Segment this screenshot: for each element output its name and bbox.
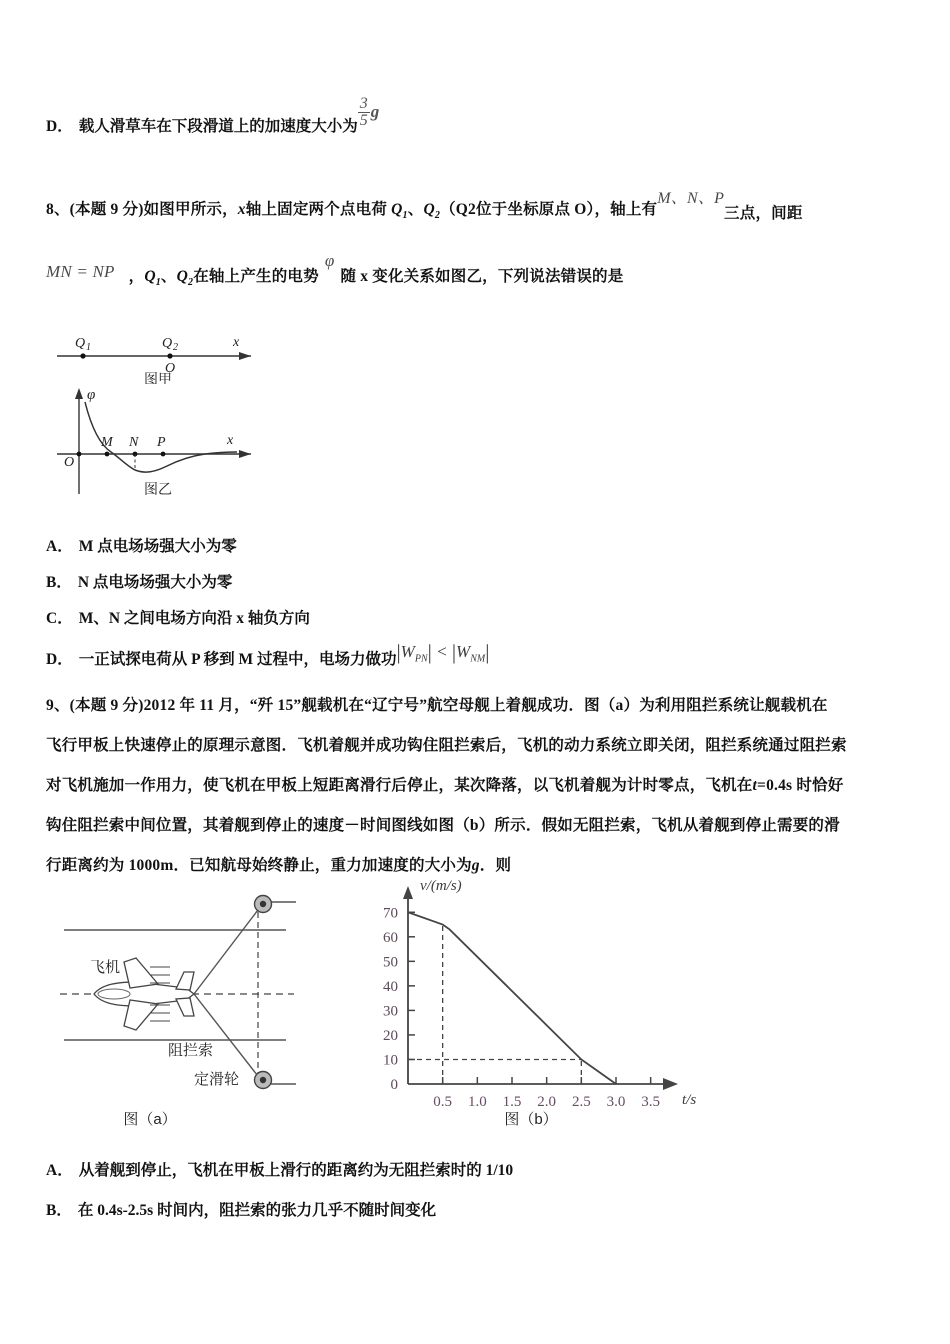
q8-option-d-expression: $|W_{PN}| < |W_{NM}|$ <box>396 640 490 665</box>
figure-b-caption: 图（b） <box>504 1111 558 1128</box>
q8-option-b-text: N 点电场场强大小为零 <box>77 574 233 591</box>
label-q2-sub: 2 <box>173 342 178 353</box>
q8-charge2-sub: 2 <box>434 210 441 222</box>
svg-text:10: 10 <box>383 1052 398 1069</box>
cable-lower <box>194 994 261 1080</box>
label-x-yi: x <box>227 433 234 448</box>
q9-option-b-text: 在 0.4s-2.5s 时间内，阻拦索的张力几乎不随时间变化 <box>77 1202 437 1219</box>
q9-line5a: 行距离约为 1000m．已知航母始终静止，重力加速度的大小为 <box>46 857 472 874</box>
x-axis-arrow-yi <box>239 450 251 458</box>
x-axis-arrow <box>239 352 251 360</box>
q8-stem-f: 在轴上产生的电势 <box>193 268 319 285</box>
y-axis-label: v/(m/s) <box>420 878 462 894</box>
svg-text:30: 30 <box>383 1003 398 1020</box>
label-n: N <box>129 435 139 450</box>
q8-stem-c: ，轴上有 <box>594 201 658 218</box>
figure-jia-caption: 图甲 <box>144 371 172 384</box>
question-8-stem-line2 <box>46 252 623 299</box>
pulley-top <box>255 896 272 913</box>
q8-stem-d: 三点，间距 <box>724 205 803 222</box>
pulley-bottom <box>255 1072 272 1089</box>
q8-number: 8、 <box>46 201 70 218</box>
q9-score: (本题 9 分) <box>69 697 144 714</box>
label-m: M <box>101 435 113 450</box>
q8-sep-b: 、 <box>160 268 177 285</box>
q9-option-b-label: B． <box>46 1202 72 1219</box>
q8-option-c-text: M、N 之间电场方向沿 x 轴负方向 <box>78 610 310 627</box>
charge-q2-dot <box>167 353 172 358</box>
charge-q1-dot <box>80 353 85 358</box>
velocity-time-curve <box>408 912 616 1084</box>
label-origin-yi: O <box>64 455 75 470</box>
point-p-dot <box>161 452 166 457</box>
q8-option-c <box>46 600 310 638</box>
x-axis-label: t/s <box>682 1092 697 1108</box>
label-q2: Q <box>162 336 173 351</box>
q9-line1: 2012 年 11 月，“歼 15”舰载机在“辽宁号”航空母舰上着舰成功．图（a）为利用阻拦系统让舰载机在 <box>143 697 828 714</box>
q8-stem-a: 如图甲所示， <box>143 201 238 218</box>
q9-gravity-symbol: g <box>471 857 480 874</box>
phi-axis-arrow <box>75 388 83 399</box>
svg-text:3.5: 3.5 <box>641 1094 661 1110</box>
q8-sep: 、 <box>407 201 424 218</box>
q8-points-mnp: M、N、P <box>657 190 725 207</box>
q9-time-symbol: t <box>752 777 758 794</box>
origin-dot-yi <box>77 452 82 457</box>
figure-yi <box>55 382 285 504</box>
q8-option-c-label: C． <box>46 610 73 627</box>
label-fixed-pulley: 定滑轮 <box>194 1071 240 1088</box>
svg-text:60: 60 <box>383 929 398 946</box>
q8-charge1-sub: 1 <box>402 210 408 222</box>
label-phi-axis: φ <box>87 387 96 403</box>
figure-a-caption: 图（a） <box>123 1111 177 1128</box>
q8-stem-b: 轴上固定两个点电荷 <box>245 201 392 218</box>
q9-number: 9、 <box>46 697 70 714</box>
q8-charge2-b: Q <box>176 268 189 285</box>
q9-line5b: ．则 <box>479 857 512 874</box>
q9-line2: 飞行甲板上快速停止的原理示意图．飞机着舰并成功钩住阻拦索后，飞机的动力系统立即关闭，阻拦系统通过阻拦索 <box>46 737 847 754</box>
q8-option-b-label: B． <box>46 574 72 591</box>
q8-phi-symbol: φ <box>324 251 335 270</box>
label-origin-jia: O <box>165 361 176 376</box>
fraction-three-fifths: $\frac{3}{5}$ <box>359 95 368 129</box>
svg-text:3.0: 3.0 <box>606 1094 626 1110</box>
chart-ticks <box>383 905 660 1110</box>
q9-option-a-text: 从着舰到停止，飞机在甲板上滑行的距离约为无阻拦索时的 1/10 <box>78 1162 514 1179</box>
svg-text:40: 40 <box>383 978 398 995</box>
gravity-symbol: g <box>370 102 380 121</box>
option-label: D． <box>46 118 73 135</box>
option-text: 载人滑草车在下段滑道上的加速度大小为 <box>78 118 358 135</box>
q8-x-axis: x <box>237 201 246 218</box>
q8-option-d <box>46 638 489 685</box>
q8-charge1-sub-b: 1 <box>155 277 161 289</box>
label-q1: Q <box>75 336 86 351</box>
chart-guide-lines <box>408 925 581 1084</box>
svg-text:2.5: 2.5 <box>571 1094 591 1110</box>
q8-stem-g: 随 x 变化关系如图乙，下列说法错误的是 <box>340 268 624 285</box>
q8-stem-e: ， <box>128 268 145 285</box>
svg-text:2.0: 2.0 <box>537 1094 557 1110</box>
q8-option-a <box>46 528 237 566</box>
svg-text:1.0: 1.0 <box>467 1094 487 1110</box>
y-axis-arrow <box>403 886 413 899</box>
figure-yi-caption: 图乙 <box>144 481 172 497</box>
q9-option-b <box>46 1192 436 1230</box>
q8-option-d-text: 一正试探电荷从 P 移到 M 过程中，电场力做功 <box>78 651 397 668</box>
point-m-dot <box>105 452 110 457</box>
svg-text:1.5: 1.5 <box>502 1094 522 1110</box>
q8-charge1-b: Q <box>144 268 156 285</box>
q9-option-a <box>46 1152 513 1190</box>
label-q1-sub: 1 <box>86 342 91 353</box>
q9-line3b: =0.4s 时恰好 <box>757 777 844 794</box>
q8-option-a-text: M 点电场场强大小为零 <box>78 538 237 555</box>
q8-charge1: Q <box>391 201 403 218</box>
question-9-stem-line1 <box>46 686 828 726</box>
label-x-jia: x <box>233 335 240 350</box>
svg-text:50: 50 <box>383 954 398 971</box>
label-arresting-cable: 阻拦索 <box>168 1042 214 1059</box>
q8-score: (本题 9 分) <box>69 201 144 218</box>
question-9-stem-line2 <box>46 726 847 766</box>
previous-option-d <box>46 95 380 146</box>
q8-formula-mn-np: MN = NP <box>46 262 115 281</box>
q9-option-a-label: A． <box>46 1162 73 1179</box>
q8-option-d-label: D． <box>46 651 73 668</box>
svg-text:0.5: 0.5 <box>433 1094 453 1110</box>
svg-text:20: 20 <box>383 1027 398 1044</box>
figure-jia <box>55 326 285 384</box>
cable-upper <box>194 906 261 994</box>
q9-line3a: 对飞机施加一作用力，使飞机在甲板上短距离滑行后停止，某次降落，以飞机着舰为计时零点，飞机在 <box>46 777 753 794</box>
figure-a-plane <box>58 888 358 1130</box>
q8-charge2: Q <box>423 201 435 218</box>
figure-b-vt-chart <box>356 872 726 1130</box>
question-8-stem-line1 <box>46 190 803 236</box>
q8-option-b <box>46 564 232 602</box>
q9-line4: 钩住阻拦索中间位置，其着舰到停止的速度－时间图线如图（b）所示．假如无阻拦索，飞机从着舰到停止需要的滑 <box>46 817 840 834</box>
x-axis-arrow <box>663 1078 678 1090</box>
question-9-stem-line4 <box>46 806 840 846</box>
label-p: P <box>157 435 166 450</box>
q8-charge2-sub-b: 2 <box>188 277 194 289</box>
q8-option-a-label: A． <box>46 538 73 555</box>
svg-text:0: 0 <box>390 1077 398 1093</box>
label-plane: 飞机 <box>90 959 121 976</box>
svg-text:70: 70 <box>383 905 398 922</box>
q8-paren: （Q2位于坐标原点 O） <box>440 201 595 218</box>
question-9-stem-line3 <box>46 766 843 806</box>
